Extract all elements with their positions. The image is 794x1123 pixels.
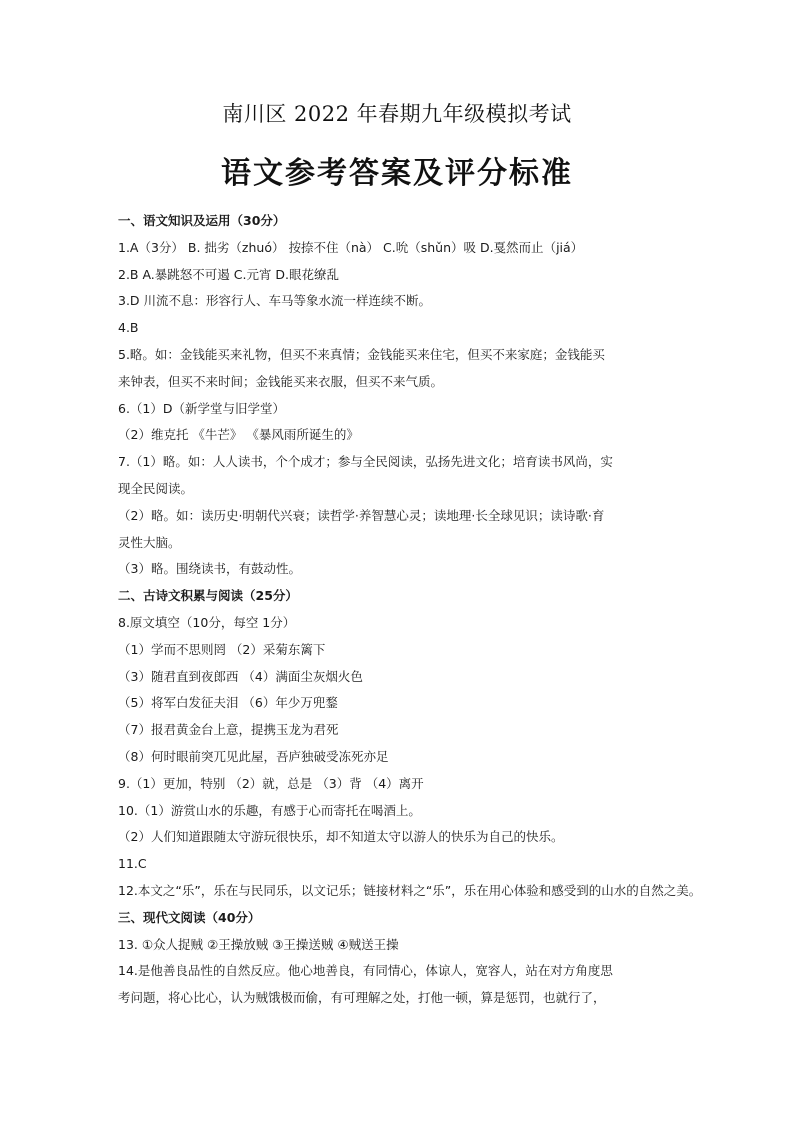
answer-line: （2）维克托 《牛芒》 《暴风雨所诞生的》 <box>118 427 359 443</box>
section-heading: 一、语文知识及运用（30分） <box>118 213 286 228</box>
section-heading: 三、现代文阅读（40分） <box>118 909 261 925</box>
answer-line: 9.（1）更加，特别 （2）就，总是 （3）背 （4）离开 <box>118 775 424 791</box>
answer-line: 4.B <box>118 320 139 336</box>
answer-line: 6.（1）D（新学堂与旧学堂） <box>118 400 286 416</box>
section-heading: 二、古诗文积累与阅读（25分） <box>118 588 298 604</box>
answer-line: 11.C <box>118 856 147 872</box>
answer-line: （5）将军白发征夫泪 （6）年少万兜鍪 <box>118 695 338 711</box>
answer-line: 5.略。如：金钱能买来礼物，但买不来真情；金钱能买来住宅，但买不来家庭；金钱能买 <box>118 346 605 362</box>
answer-line: （3）略。围绕读书，有鼓动性。 <box>118 561 301 577</box>
answer-line: 1.A（3分） B. 拙劣（zhuó） 按捺不住（nà） C.吮（shǔn）吸 D.戛然而止（jiá） <box>118 239 584 255</box>
answer-line: 13. ①众人捉贼 ②王操放贼 ③王操送贼 ④贼送王操 <box>118 936 399 952</box>
answer-line: 14.是他善良品性的自然反应。他心地善良，有同情心，体谅人，宽容人，站在对方角度思 <box>118 963 613 979</box>
answer-line: 考问题，将心比心，认为贼饿极而偷，有可理解之处，打他一顿，算是惩罚，也就行了， <box>118 990 606 1006</box>
answer-line: 10.（1）游赏山水的乐趣，有感于心而寄托在喝酒上。 <box>118 802 421 818</box>
answer-line: （7）报君黄金台上意，提携玉龙为君死 <box>118 722 339 738</box>
answer-line: 12.本文之“乐”，乐在与民同乐，以文记乐；链接材料之“乐”，乐在用心体验和感受到的山水的自然之美。 <box>118 882 702 898</box>
answer-line: 3.D 川流不息：形容行人、车马等象水流一样连续不断。 <box>118 293 432 309</box>
answer-line: 2.B A.暴跳怒不可遏 C.元宵 D.眼花缭乱 <box>118 266 340 282</box>
exam-title: 南川区 2022 年春期九年级模拟考试 <box>222 102 572 126</box>
answer-line: （2）人们知道跟随太守游玩很快乐，却不知道太守以游人的快乐为自己的快乐。 <box>118 829 564 845</box>
answer-line: 灵性大脑。 <box>118 534 181 550</box>
answer-line: 现全民阅读。 <box>118 480 194 496</box>
answer-line: （1）学而不思则罔 （2）采菊东篱下 <box>118 641 326 657</box>
answer-line: 来钟表，但买不来时间；金钱能买来衣服，但买不来气质。 <box>118 373 444 389</box>
answer-line: 8.原文填空（10分，每空 1分） <box>118 614 296 630</box>
answer-line: （2）略。如：读历史·明朝代兴衰；读哲学·养智慧心灵；读地理·长全球见识；读诗歌·育 <box>118 507 605 523</box>
answer-line: （3）随君直到夜郎西 （4）满面尘灰烟火色 <box>118 668 363 684</box>
answer-line: （8）何时眼前突兀见此屋，吾庐独破受冻死亦足 <box>118 748 389 764</box>
answer-line: 7.（1）略。如：人人读书，个个成才；参与全民阅读，弘扬先进文化；培育读书风尚，实 <box>118 454 613 470</box>
document-subtitle: 语文参考答案及评分标准 <box>221 156 573 191</box>
answer-content <box>118 208 778 1012</box>
